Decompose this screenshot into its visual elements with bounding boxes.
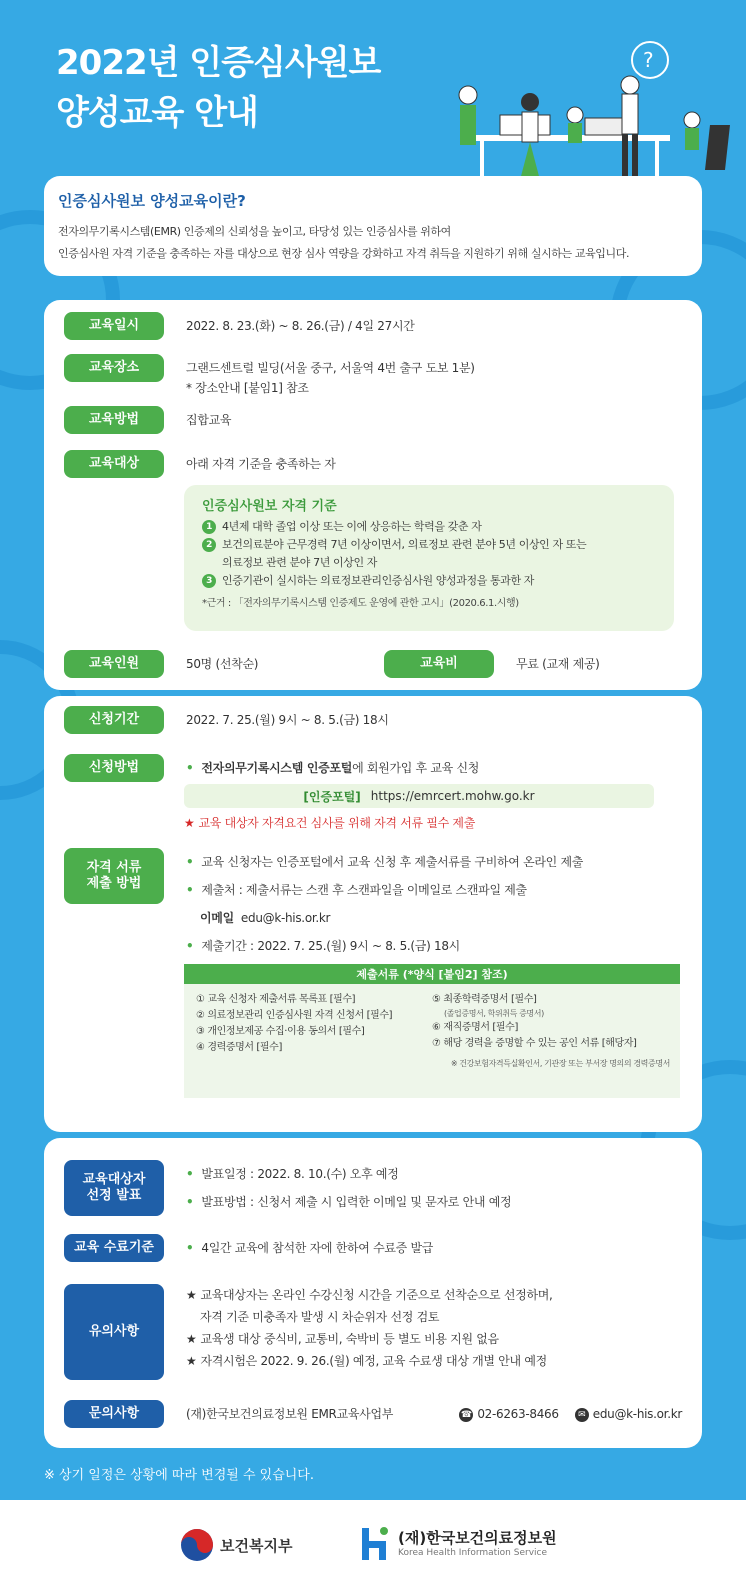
agency-name-en: Korea Health Information Service	[398, 1548, 548, 1558]
announce-text: 발표방법 : 신청서 제출 시 입력한 이메일 및 문자로 안내 예정	[201, 1195, 512, 1209]
education-info-card	[44, 300, 702, 690]
row-period	[64, 706, 682, 734]
label-fee: 교육비	[384, 650, 494, 678]
required-documents-box	[184, 964, 680, 1098]
documents-footnote: ※ 건강보험자격득실확인서, 기관장 또는 부서장 명의의 경력증명서	[450, 1059, 670, 1068]
qualification-text-b: 의료정보 관련 분야 7년 이상인 자	[222, 556, 378, 569]
docs-text: 제출기간 : 2022. 7. 25.(월) 9시 ~ 8. 5.(금) 18시	[201, 939, 460, 953]
intro-text-2: 인증심사원 자격 기준을 충족하는 자를 대상으로 현장 심사 역량을 강화하고 자격 취득을 지원하기 위해 실시하는 교육입니다.	[58, 247, 630, 260]
label-notes: 유의사항	[64, 1284, 164, 1380]
agency-text	[398, 1529, 557, 1559]
notes-line-2	[186, 1328, 553, 1350]
documents-right-column	[432, 992, 668, 1056]
row-announce	[64, 1160, 682, 1216]
value-apply	[186, 754, 479, 778]
number-badge: 3	[202, 574, 216, 588]
row-date	[64, 312, 682, 340]
docs-line-1	[186, 848, 583, 876]
announce-text: 발표일정 : 2022. 8. 10.(수) 오후 예정	[201, 1167, 399, 1181]
docs-email-line	[186, 904, 583, 932]
label-announce-2: 선정 발표	[86, 1188, 142, 1203]
qualification-text	[222, 536, 586, 572]
complete-text: 4일간 교육에 참석한 자에 한하여 수료증 발급	[201, 1241, 434, 1255]
agency-logo	[360, 1524, 557, 1564]
docs-line-2	[186, 876, 583, 904]
document-item: ③ 개인정보제공 수집·이용 동의서 [필수]	[196, 1026, 365, 1037]
docs-line-3	[186, 932, 583, 960]
label-contact: 문의사항	[64, 1400, 164, 1428]
mail-icon: ✉	[575, 1408, 589, 1422]
qualification-text-a: 보건의료분야 근무경력 7년 이상이면서, 의료정보 관련 분야 5년 이상인 자 또는	[222, 538, 587, 551]
notes-line-3	[186, 1350, 553, 1372]
label-docs	[64, 848, 164, 904]
row-target	[64, 450, 682, 478]
row-place	[64, 354, 682, 398]
phone-number: 02-6263-8466	[477, 1407, 559, 1421]
portal-name: 전자의무기록시스템 인증포털	[201, 761, 353, 775]
notes-text: 교육대상자는 온라인 수강신청 시간을 기준으로 선착순으로 선정하며,	[200, 1288, 553, 1302]
value-notes	[186, 1284, 553, 1372]
label-docs-2: 제출 방법	[86, 876, 142, 891]
notes-text: 교육생 대상 중식비, 교통비, 숙박비 등 별도 비용 지원 없음	[200, 1332, 499, 1346]
contact-org: (재)한국보건의료정보원 EMR교육사업부	[186, 1407, 394, 1421]
label-docs-1: 자격 서류	[86, 860, 142, 875]
bullet-icon: •	[186, 883, 194, 897]
label-target: 교육대상	[64, 450, 164, 478]
document-item: ② 의료정보관리 인증심사원 자격 신청서 [필수]	[196, 1010, 393, 1021]
portal-link-bar[interactable]	[184, 784, 654, 808]
qualification-heading: 인증심사원보 자격 기준	[202, 499, 337, 514]
row-docs	[64, 848, 682, 960]
star-icon: ★	[186, 1354, 197, 1368]
ministry-logo	[180, 1528, 292, 1562]
documents-title: 제출서류 (*양식 [붙임2] 참조)	[184, 964, 680, 984]
qualification-item	[202, 536, 656, 572]
qualification-item	[202, 518, 656, 536]
label-complete: 교육 수료기준	[64, 1234, 164, 1262]
value-complete	[186, 1234, 433, 1258]
row-method	[64, 406, 682, 434]
notes-line-1	[186, 1284, 553, 1306]
star-icon: ★	[186, 1332, 197, 1346]
number-badge: 2	[202, 538, 216, 552]
label-place: 교육장소	[64, 354, 164, 382]
bullet-icon: •	[186, 855, 194, 869]
value-period: 2022. 7. 25.(월) 9시 ~ 8. 5.(금) 18시	[186, 713, 389, 727]
footer	[0, 1500, 746, 1590]
portal-label: [인증포털]	[303, 789, 361, 804]
bullet-icon: •	[186, 1241, 194, 1255]
intro-text-1: 전자의무기록시스템(EMR) 인증제의 신뢰성을 높이고, 타당성 있는 인증심사를 위하여	[58, 225, 451, 238]
document-item: ① 교육 신청자 제출서류 목록표 [필수]	[196, 994, 356, 1005]
bullet-icon: •	[186, 939, 194, 953]
documents-left-column	[196, 992, 432, 1056]
title-line-2: 양성교육 안내	[56, 93, 258, 133]
ministry-name: 보건복지부	[220, 1536, 293, 1555]
application-card	[44, 696, 702, 1132]
star-icon: ★	[186, 1288, 197, 1302]
schedule-change-note: ※ 상기 일정은 상황에 따라 변경될 수 있습니다.	[44, 1468, 314, 1483]
document-item: ④ 경력증명서 [필수]	[196, 1042, 282, 1053]
qualification-text: 인증기관이 실시하는 의료정보관리인증심사원 양성과정을 통과한 자	[222, 574, 535, 587]
warning-text: 교육 대상자 자격요건 심사를 위해 자격 서류 필수 제출	[198, 816, 476, 830]
value-method: 집합교육	[186, 413, 232, 427]
required-warning	[184, 814, 475, 831]
page-title	[56, 38, 380, 138]
bullet-icon: •	[186, 1195, 194, 1209]
value-capacity: 50명 (선착순)	[186, 657, 259, 671]
label-date: 교육일시	[64, 312, 164, 340]
qualification-text: 4년제 대학 졸업 이상 또는 이에 상응하는 학력을 갖춘 자	[222, 520, 482, 533]
announce-line-2	[186, 1188, 511, 1216]
label-period: 신청기간	[64, 706, 164, 734]
document-item: ⑥ 재직증명서 [필수]	[432, 1022, 518, 1033]
label-apply: 신청방법	[64, 754, 164, 782]
value-contact	[186, 1400, 682, 1424]
row-notes	[64, 1284, 682, 1380]
qualification-box	[184, 485, 674, 631]
label-capacity: 교육인원	[64, 650, 164, 678]
value-place	[186, 354, 475, 398]
bullet-icon: •	[186, 761, 194, 775]
bullet-icon: •	[186, 1167, 194, 1181]
portal-url-link[interactable]: https://emrcert.mohw.go.kr	[370, 789, 535, 803]
svg-text:?: ?	[643, 48, 654, 72]
qualification-note: *근거 : 「전자의무기록시스템 인증제도 운영에 관한 고시」(2020.6.1.시행)	[202, 598, 519, 609]
docs-text: 교육 신청자는 인증포털에서 교육 신청 후 제출서류를 구비하여 온라인 제출	[201, 855, 584, 869]
announce-line-1	[186, 1160, 511, 1188]
agency-name-kr: (재)한국보건의료정보원	[398, 1529, 557, 1547]
document-item: ⑦ 해당 경력을 증명할 수 있는 공인 서류 [해당자]	[432, 1038, 637, 1049]
row-apply	[64, 754, 682, 782]
value-fee: 무료 (교재 제공)	[516, 657, 600, 671]
notes-text: 자격시험은 2022. 9. 26.(월) 예정, 교육 수료생 대상 개별 안내 예정	[200, 1354, 547, 1368]
label-announce-1: 교육대상자	[82, 1172, 146, 1187]
documents-columns	[184, 984, 680, 1056]
value-announce	[186, 1160, 511, 1216]
intro-card	[44, 176, 702, 276]
apply-text: 에 회원가입 후 교육 신청	[352, 761, 480, 775]
email-link[interactable]: edu@k-his.or.kr	[240, 911, 331, 925]
label-announce	[64, 1160, 164, 1216]
email-label: 이메일	[200, 911, 234, 925]
number-badge: 1	[202, 520, 216, 534]
contact-email[interactable]	[575, 1404, 682, 1424]
value-target: 아래 자격 기준을 충족하는 자	[186, 457, 336, 471]
row-capacity	[64, 650, 682, 678]
title-line-1: 2022년 인증심사원보	[56, 43, 381, 83]
khis-logo-icon	[360, 1524, 392, 1564]
email-address: edu@k-his.or.kr	[592, 1407, 682, 1421]
notes-line-1b: 자격 기준 미충족자 발생 시 차순위자 선정 검토	[200, 1310, 440, 1324]
label-method: 교육방법	[64, 406, 164, 434]
document-item: ⑤ 최종학력증명서 [필수]	[432, 994, 537, 1005]
star-icon: ★	[184, 816, 195, 830]
value-place-1: 그랜드센트럴 빌딩(서울 중구, 서울역 4번 출구 도보 1분)	[186, 361, 475, 375]
selection-card	[44, 1138, 702, 1448]
taegeuk-icon	[180, 1528, 214, 1562]
row-contact	[64, 1400, 682, 1428]
value-docs	[186, 848, 583, 960]
value-date: 2022. 8. 23.(화) ~ 8. 26.(금) / 4일 27시간	[186, 319, 415, 333]
row-complete	[64, 1234, 682, 1262]
phone-icon: ☎	[460, 1409, 472, 1420]
qualification-item	[202, 572, 656, 590]
document-subnote: (졸업증명서, 학위취득 증명서)	[444, 1009, 544, 1018]
docs-text: 제출처 : 제출서류는 스캔 후 스캔파일을 이메일로 스캔파일 제출	[201, 883, 527, 897]
value-place-2: * 장소안내 [붙임1] 참조	[186, 381, 309, 395]
intro-heading: 인증심사원보 양성교육이란?	[58, 192, 246, 210]
contact-phone[interactable]	[459, 1404, 558, 1424]
office-people-illustration	[430, 30, 740, 200]
